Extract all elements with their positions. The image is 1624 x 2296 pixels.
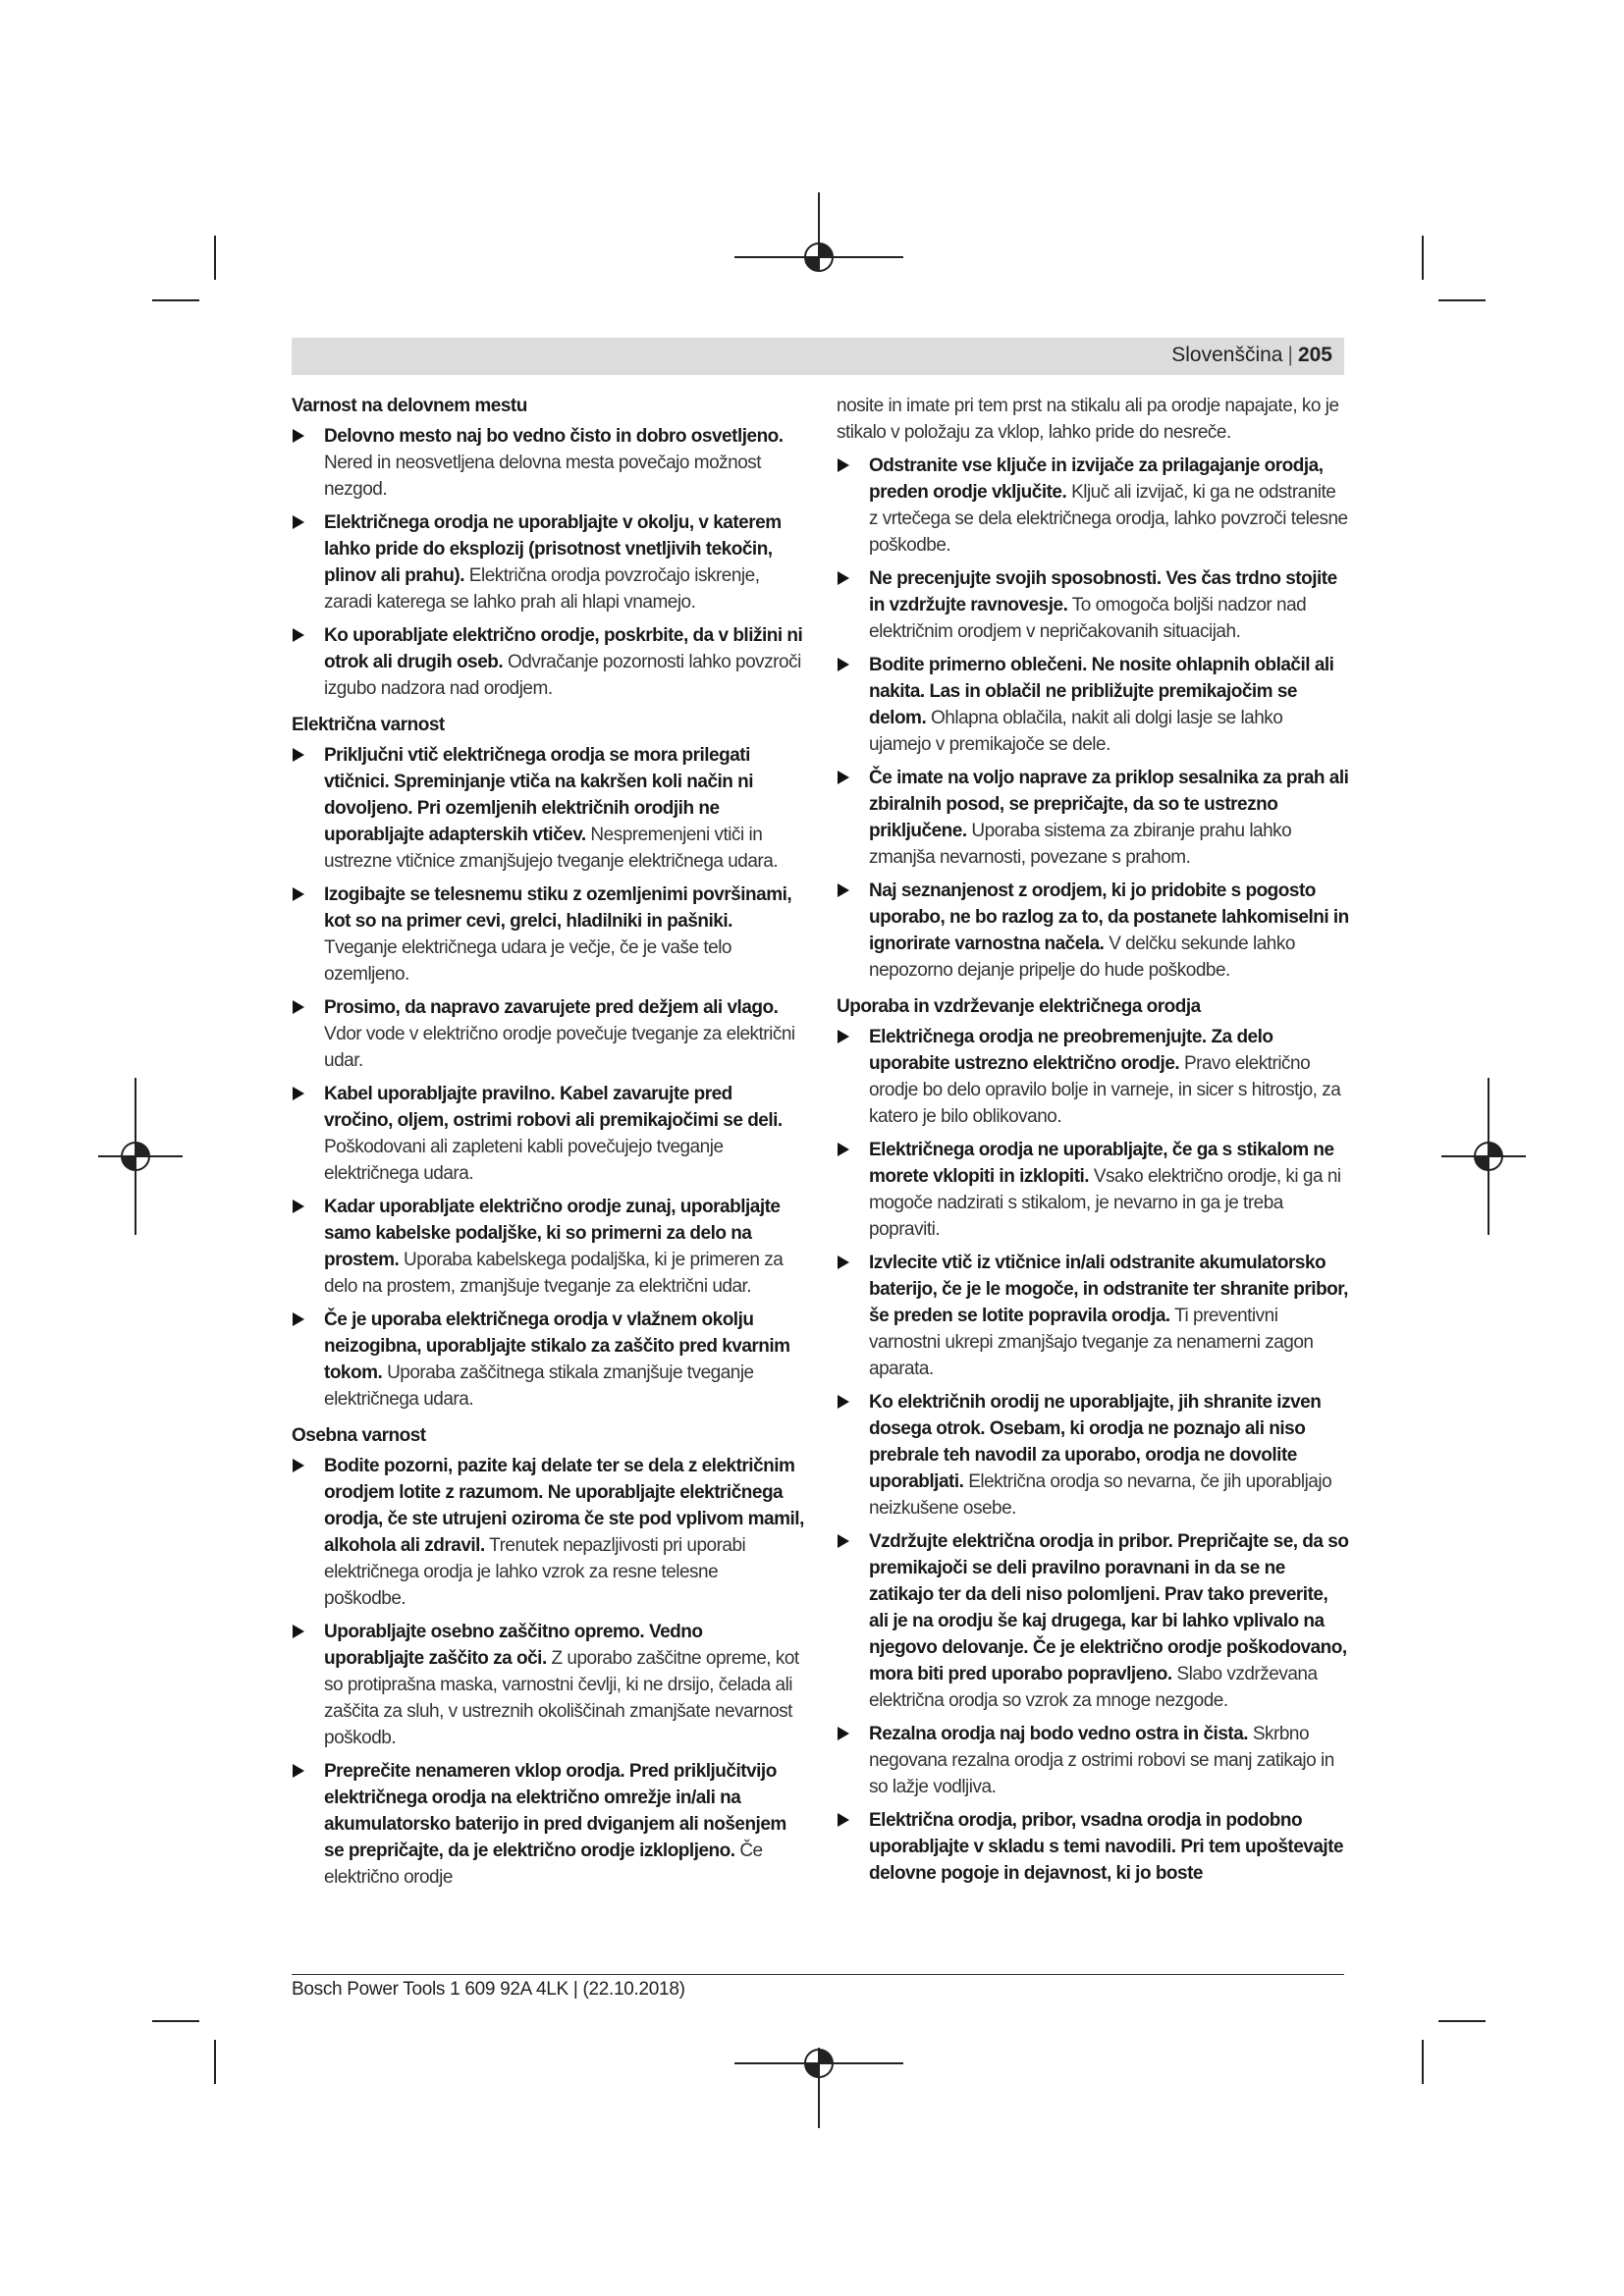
list-item [837, 765, 1349, 871]
item-text: Nered in neosvetljena delovna mesta povečajo možnost nezgod. [324, 453, 762, 500]
item-text: Trenutek nepazljivosti pri uporabi električnega orodja je lahko vzrok za resne telesne poškodbe. [324, 1535, 746, 1609]
item-text: Pravo električno orodje bo delo opravilo bolje in varneje, in sicer s hitrostjo, za katero je bilo oblikovano. [869, 1053, 1341, 1127]
item-text: Električna orodja povzročajo iskrenje, zaradi katerega se lahko prah ali hlapi vnamejo. [324, 565, 760, 613]
item-text: V delčku sekunde lahko nepozorno dejanje pripelje do hude poškodbe. [869, 934, 1295, 981]
item-text: To omogoča boljši nadzor nad električnim orodjem v nepričakovanih situacijah. [869, 595, 1307, 642]
bullet-arrow-icon [838, 1813, 849, 1827]
footer-text: Bosch Power Tools 1 609 92A 4LK | (22.10.2018) [292, 1979, 685, 2000]
item-lead: Preprečite nenameren vklop orodja. Pred priključitvijo električnega orodja na električno omrežje in/ali na akumulatorsko baterijo in pred dviganjem ali nošenjem se prepričajte, da je električno orodje izklopljeno. [324, 1761, 786, 1861]
bullet-arrow-icon [838, 658, 849, 671]
right-column [837, 393, 1349, 1894]
bullet-arrow-icon [293, 515, 304, 529]
item-lead: Odstranite vse ključe in izvijače za prilagajanje orodja, preden orodje vključite. [869, 455, 1324, 503]
list-item [837, 1389, 1349, 1522]
bullet-arrow-icon [293, 1625, 304, 1638]
bullet-arrow-icon [293, 748, 304, 762]
list-item [837, 1528, 1349, 1714]
item-lead: Naj seznanjenost z orodjem, ki jo pridobite s pogosto uporabo, ne bo razlog za to, da postanete lahkomiselni in ignorirate varnostna načela. [869, 881, 1349, 954]
list-item [292, 509, 804, 615]
continued-text: nosite in imate pri tem prst na stikalu ali pa orodje napajate, ko je stikalo v položaju za vklop, lahko pride do nesreče. [837, 396, 1339, 443]
bullet-arrow-icon [838, 1727, 849, 1740]
item-text: Nespremenjeni vtiči in ustrezne vtičnice zmanjšujejo tveganje električnega udara. [324, 825, 779, 872]
list-item [292, 994, 804, 1074]
item-text: Odvračanje pozornosti lahko povzroči izgubo nadzora nad orodjem. [324, 652, 801, 699]
item-text: Vdor vode v električno orodje povečuje tveganje za električni udar. [324, 1024, 795, 1071]
list-item [292, 1619, 804, 1751]
bullet-arrow-icon [838, 1030, 849, 1043]
crop-mark-top-left-v [214, 236, 216, 280]
item-lead: Električnega orodja ne uporabljajte, če ga s stikalom ne morete vklopiti in izklopiti. [869, 1140, 1334, 1187]
item-text: Uporaba sistema za zbiranje prahu lahko zmanjša nevarnosti, povezane s prahom. [869, 821, 1292, 868]
item-lead: Ne precenjujte svojih sposobnosti. Ves čas trdno stojite in vzdržujte ravnovesje. [869, 568, 1337, 615]
item-lead: Električnega orodja ne preobremenjujte. Za delo uporabite ustrezno električno orodje. [869, 1027, 1273, 1074]
header-language: Slovenščina [1171, 344, 1283, 366]
bullet-arrow-icon [293, 429, 304, 443]
bullet-arrow-icon [838, 883, 849, 897]
list-item [837, 878, 1349, 984]
list-item [837, 1137, 1349, 1243]
page-header [292, 338, 1344, 375]
bullet-arrow-icon [293, 887, 304, 901]
footer-rule [292, 1974, 1344, 1975]
list-item [837, 1250, 1349, 1382]
registration-mark-right [1441, 1078, 1526, 1235]
item-lead: Električnega orodja ne uporabljajte v okolju, v katerem lahko pride do eksplozij (prisotnost vnetljivih tekočin, plinov ali prahu). [324, 512, 782, 586]
list-item [292, 423, 804, 503]
item-lead: Če je uporaba električnega orodja v vlažnem okolju neizogibna, uporabljajte stikalo za zaščito pred kvarnim tokom. [324, 1309, 790, 1383]
list-item [292, 1453, 804, 1612]
item-text: Vsako električno orodje, ki ga ni mogoče nadzirati s stikalom, je nevarno in ga je treba popraviti. [869, 1166, 1341, 1240]
item-lead: Delovno mesto naj bo vedno čisto in dobro osvetljeno. [324, 426, 784, 447]
bullet-arrow-icon [838, 1255, 849, 1269]
item-lead: Bodite pozorni, pazite kaj delate ter se dela z električnim orodjem lotite z razumom. Ne uporabljajte električnega orodja, če ste utrujeni oziroma če ste pod vplivom mamil, alkohola ali zdravil. [324, 1456, 804, 1556]
list-item [837, 1721, 1349, 1800]
item-lead: Kabel uporabljajte pravilno. Kabel zavarujte pred vročino, oljem, ostrimi robovi ali premikajočimi se deli. [324, 1084, 783, 1131]
item-lead: Priključni vtič električnega orodja se mora prilegati vtičnici. Spreminjanje vtiča na kakršen koli način ni dovoljeno. Pri ozemljenih električnih orodjih ne uporabljajte adapterskih vtičev. [324, 745, 754, 845]
left-column [292, 393, 804, 1897]
crop-mark-top-left-h [152, 299, 199, 301]
bullet-arrow-icon [838, 458, 849, 472]
header-text: Slovenščina | 205 [1171, 344, 1332, 366]
bullet-arrow-icon [293, 1312, 304, 1326]
item-lead: Izogibajte se telesnemu stiku z ozemljenimi površinami, kot so na primer cevi, grelci, hladilniki in pašniki. [324, 884, 792, 932]
item-text: Poškodovani ali zapleteni kabli povečujejo tveganje električnega udara. [324, 1137, 724, 1184]
item-lead: Uporabljajte osebno zaščitno opremo. Vedno uporabljajte zaščito za oči. [324, 1622, 703, 1669]
section-title-personal: Osebna varnost [292, 1425, 426, 1446]
crop-mark-bottom-left-v [214, 2040, 216, 2084]
list-item [292, 881, 804, 988]
item-lead: Ko električnih orodij ne uporabljajte, jih shranite izven dosega otrok. Osebam, ki orodja ne poznajo ali niso prebrale teh navodil za uporabo, orodja ne dovolite uporabljati. [869, 1392, 1322, 1492]
item-lead: Električna orodja, pribor, vsadna orodja in podobno uporabljajte v skladu s temi navodili. Pri tem upoštevajte delovne pogoje in dejavnost, ki jo boste [869, 1810, 1344, 1884]
item-lead: Ko uporabljate električno orodje, poskrbite, da v bližini ni otrok ali drugih oseb. [324, 625, 803, 672]
registration-mark-bottom [734, 1999, 903, 2128]
bullet-arrow-icon [838, 1395, 849, 1409]
list-item [837, 1024, 1349, 1130]
bullet-arrow-icon [838, 571, 849, 585]
section-title-work-area: Varnost na delovnem mestu [292, 396, 527, 416]
bullet-arrow-icon [293, 1764, 304, 1778]
item-lead: Prosimo, da napravo zavarujete pred dežjem ali vlago. [324, 997, 779, 1018]
list-item [292, 622, 804, 702]
item-text: Uporaba kabelskega podaljška, ki je primeren za delo na prostem, zmanjšuje tveganje za električni udar. [324, 1250, 784, 1297]
item-text: Tveganje električnega udara je večje, če je vaše telo ozemljeno. [324, 937, 731, 985]
bullet-arrow-icon [838, 1534, 849, 1548]
list-item [837, 565, 1349, 645]
bullet-arrow-icon [293, 1087, 304, 1100]
bullet-arrow-icon [293, 628, 304, 642]
bullet-arrow-icon [293, 1000, 304, 1014]
item-text: Uporaba zaščitnega stikala zmanjšuje tveganje električnega udara. [324, 1362, 754, 1410]
item-text: Slabo vzdrževana električna orodja so vzrok za mnoge nezgode. [869, 1664, 1318, 1711]
list-item [837, 652, 1349, 758]
registration-mark-top [734, 192, 903, 322]
crop-mark-top-right-h [1438, 299, 1486, 301]
crop-mark-bottom-left-h [152, 2020, 199, 2022]
item-text: Ključ ali izvijač, ki ga ne odstranite z vrtečega se dela električnega orodja, lahko povzroči telesne poškodbe. [869, 482, 1348, 556]
item-text: Če električno orodje [324, 1841, 763, 1888]
bullet-arrow-icon [838, 1143, 849, 1156]
list-item [837, 453, 1349, 559]
item-lead: Kadar uporabljate električno orodje zunaj, uporabljajte samo kabelske podaljške, ki so primerni za delo na prostem. [324, 1197, 781, 1270]
bullet-arrow-icon [838, 771, 849, 784]
item-lead: Če imate na voljo naprave za priklop sesalnika za prah ali zbiralnih posod, se prepričajte, da so te ustrezno priključene. [869, 768, 1349, 841]
bullet-arrow-icon [293, 1459, 304, 1472]
crop-mark-bottom-right-h [1438, 2020, 1486, 2022]
crop-mark-top-right-v [1422, 236, 1424, 280]
list-item [837, 1807, 1349, 1887]
item-text: Ohlapna oblačila, nakit ali dolgi lasje se lahko ujamejo v premikajoče se dele. [869, 708, 1283, 755]
page-number: 205 [1297, 344, 1332, 366]
bullet-arrow-icon [293, 1200, 304, 1213]
item-text: Z uporabo zaščitne opreme, kot so protiprašna maska, varnostni čevlji, ki ne drsijo, čelada ali zaščita za sluh, v ustreznih okoliščinah zmanjšate nevarnost poškodb. [324, 1648, 799, 1748]
item-lead: Izvlecite vtič iz vtičnice in/ali odstranite akumulatorsko baterijo, če je le mogoče, in odstranite ter shranite pribor, še preden se lotite popravila orodja. [869, 1253, 1348, 1326]
crop-mark-bottom-right-v [1422, 2040, 1424, 2084]
item-text: Električna orodja so nevarna, če jih uporabljajo neizkušene osebe. [869, 1471, 1332, 1519]
item-lead: Rezalna orodja naj bodo vedno ostra in čista. [869, 1724, 1249, 1744]
item-lead: Vzdržujte električna orodja in pribor. Prepričajte se, da so premikajoči se deli pravilno poravnani in da se ne zatikajo ter da deli niso polomljeni. Prav tako preverite, ali je na orodju še kaj drugega, kar bi lahko vplivalo na njegovo delovanje. Če je električno orodje poškodovano, mora biti pred uporabo popravljeno. [869, 1531, 1349, 1684]
list-item [292, 1194, 804, 1300]
registration-mark-left [98, 1078, 183, 1235]
list-item [292, 1307, 804, 1413]
section-title-electrical: Električna varnost [292, 715, 445, 735]
item-text: Ti preventivni varnostni ukrepi zmanjšajo tveganje za nenamerni zagon aparata. [869, 1306, 1314, 1379]
item-text: Skrbno negovana rezalna orodja z ostrimi robovi se manj zatikajo in so lažje vodljiva. [869, 1724, 1334, 1797]
list-item [292, 742, 804, 875]
section-title-use-care: Uporaba in vzdrževanje električnega orodja [837, 996, 1201, 1017]
item-lead: Bodite primerno oblečeni. Ne nosite ohlapnih oblačil ali nakita. Las in oblačil ne približujte premikajočim se delom. [869, 655, 1334, 728]
list-item [292, 1758, 804, 1891]
list-item [292, 1081, 804, 1187]
